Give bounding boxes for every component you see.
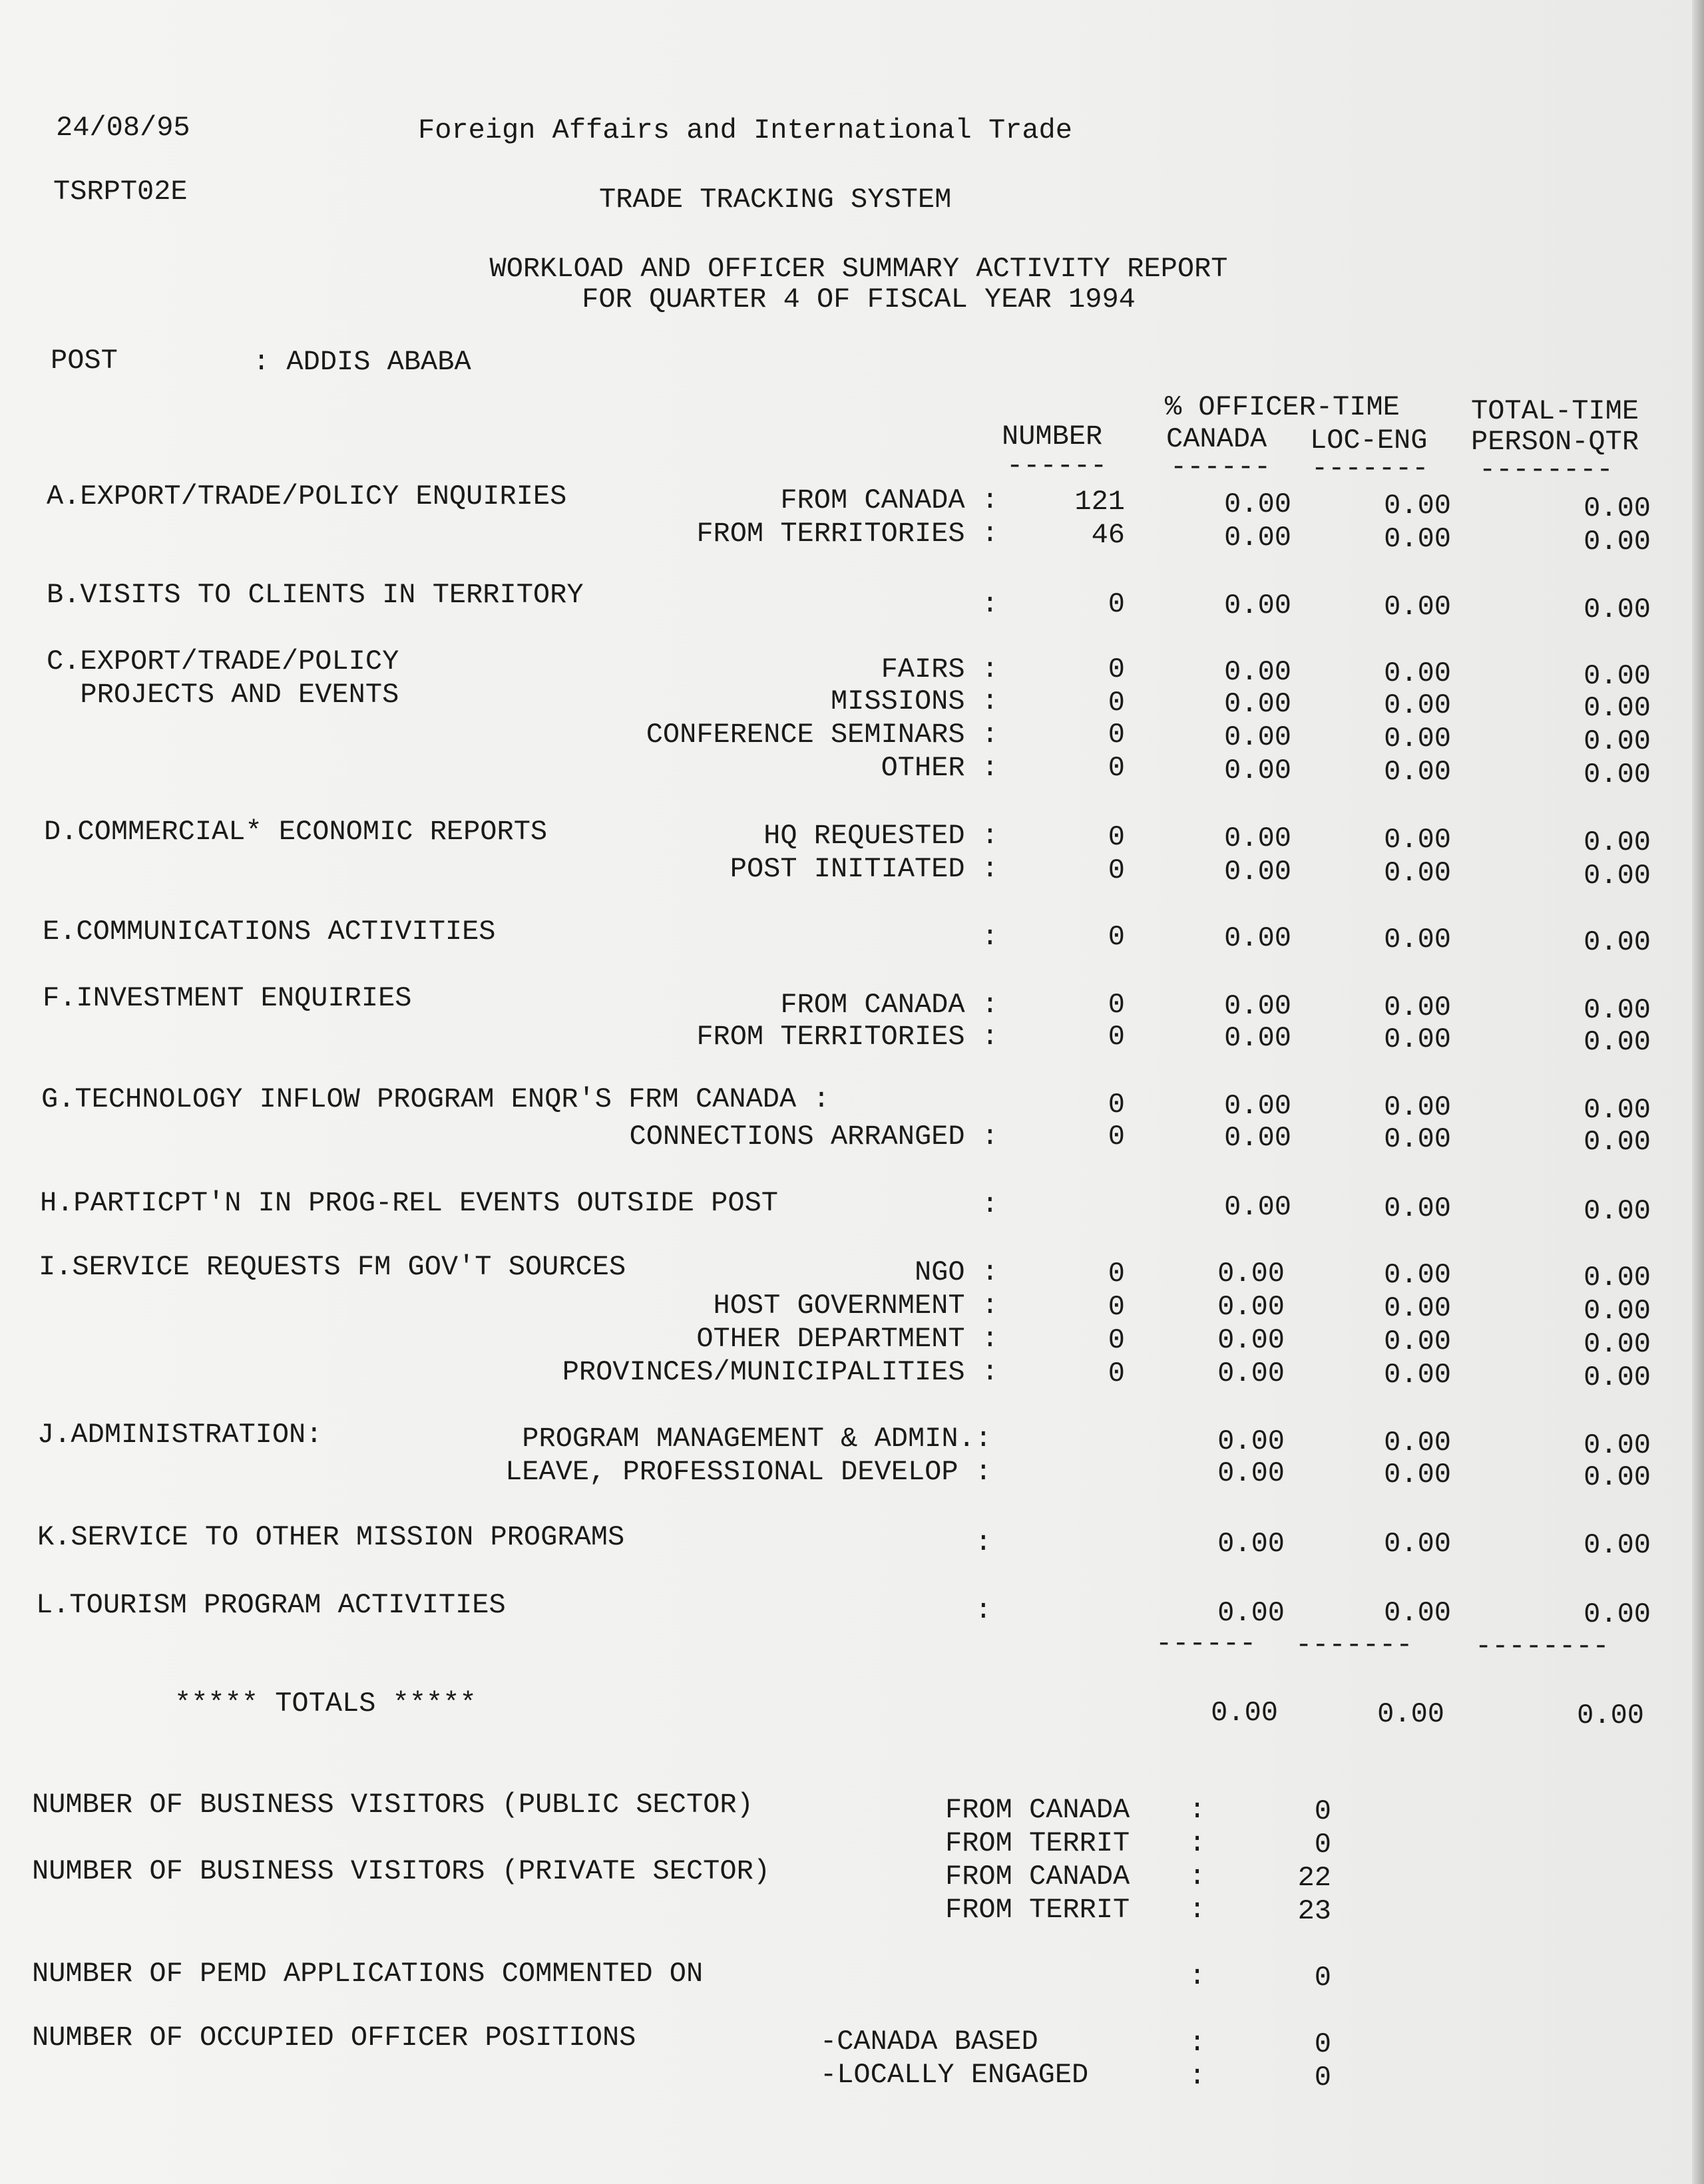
report-id: TSRPT02E [53,176,188,208]
summary-sub: FROM CANADA [945,1794,1130,1826]
row-sub: CONNECTIONS ARRANGED : [629,1121,998,1153]
col-officer-time: % OFFICER-TIME [1165,391,1400,423]
row-person-qtr: 0.00 [1584,1295,1651,1327]
row-loc-eng: 0.00 [1384,1459,1451,1491]
row-canada: 0.00 [1224,755,1291,787]
row-canada: 0.00 [1224,656,1291,688]
row-label: PROJECTS AND EVENTS [47,679,399,711]
row-number: 0 [1108,821,1125,853]
row-canada: 0.00 [1217,1291,1285,1323]
summary-label: NUMBER OF PEMD APPLICATIONS COMMENTED ON [32,1958,704,1990]
row-loc-eng: 0.00 [1384,992,1451,1023]
row-sub: OTHER DEPARTMENT : [696,1323,998,1355]
report-date: 24/08/95 [56,112,190,144]
row-sub: FAIRS : [881,653,998,685]
row-sub: PROGRAM MANAGEMENT & ADMIN.: [522,1423,992,1455]
row-person-qtr: 0.00 [1584,492,1651,524]
dash-number: ------ [1006,450,1108,482]
row-sub: CONFERENCE SEMINARS : [646,719,998,751]
row-sub: FROM TERRITORIES : [696,518,998,550]
post-label: POST [51,345,118,377]
row-sub: LEAVE, PROFESSIONAL DEVELOP : [505,1456,992,1488]
row-number: 0 [1108,653,1125,685]
row-loc-eng: 0.00 [1384,824,1451,856]
summary-colon: : [1189,1861,1206,1893]
row-canada: 0.00 [1224,590,1291,622]
summary-value: 0 [1314,2062,1331,2093]
row-canada: 0.00 [1217,1358,1285,1389]
row-sub: : [981,588,998,620]
summary-label: NUMBER OF BUSINESS VISITORS (PRIVATE SECTOR) [32,1855,770,1887]
row-canada: 0.00 [1217,1425,1285,1457]
row-canada: 0.00 [1224,488,1291,520]
row-sub: OTHER : [881,752,998,784]
totals-label: ***** TOTALS ***** [174,1688,477,1720]
row-canada: 0.00 [1224,856,1291,888]
row-canada: 0.00 [1217,1457,1285,1489]
row-label: L.TOURISM PROGRAM ACTIVITIES [36,1589,506,1621]
summary-value: 0 [1314,1962,1331,1994]
row-sub: NGO : [914,1256,998,1288]
row-canada: 0.00 [1224,990,1291,1022]
totals-dash-loc-eng: ------- [1295,1629,1413,1661]
row-canada: 0.00 [1224,688,1291,720]
row-person-qtr: 0.00 [1584,1529,1651,1561]
row-person-qtr: 0.00 [1584,1126,1651,1158]
summary-colon: : [1189,1960,1206,1992]
row-sub: : [974,1594,992,1626]
col-total-time: TOTAL-TIME [1471,395,1639,427]
row-canada: 0.00 [1224,1191,1291,1223]
col-number: NUMBER [1002,421,1103,453]
row-canada: 0.00 [1224,1022,1291,1054]
row-number: 121 [1074,486,1125,518]
row-canada: 0.00 [1224,522,1291,554]
row-label: A.EXPORT/TRADE/POLICY ENQUIRIES [47,480,567,512]
row-loc-eng: 0.00 [1384,1359,1451,1391]
row-sub: : [981,921,998,953]
row-person-qtr: 0.00 [1584,1362,1651,1393]
totals-dash-canada: ------ [1156,1628,1257,1660]
dash-loc-eng: ------- [1311,453,1429,484]
summary-sub: -CANADA BASED [820,2026,1038,2058]
row-sub: MISSIONS : [830,685,998,717]
row-number: 0 [1108,719,1125,751]
row-person-qtr: 0.00 [1584,692,1651,724]
row-number: 0 [1108,1358,1125,1389]
col-person-qtr: PERSON-QTR [1471,426,1639,458]
row-label: C.EXPORT/TRADE/POLICY [47,645,399,677]
row-label: H.PARTICPT'N IN PROG-REL EVENTS OUTSIDE POST [40,1187,778,1219]
dash-canada: ------ [1170,451,1271,483]
row-loc-eng: 0.00 [1384,591,1451,623]
totals-person-qtr: 0.00 [1577,1700,1644,1731]
row-person-qtr: 0.00 [1584,1429,1651,1461]
summary-colon: : [1189,2060,1206,2092]
row-label: E.COMMUNICATIONS ACTIVITIES [43,916,496,948]
row-number: 0 [1108,1089,1125,1121]
department-name: Foreign Affairs and International Trade [418,114,1072,146]
col-canada: CANADA [1166,423,1267,455]
row-loc-eng: 0.00 [1384,1427,1451,1459]
totals-loc-eng: 0.00 [1377,1698,1444,1730]
row-person-qtr: 0.00 [1584,660,1651,692]
summary-colon: : [1189,2027,1206,2059]
row-loc-eng: 0.00 [1384,1091,1451,1123]
row-number: 0 [1108,1291,1125,1323]
row-canada: 0.00 [1224,1122,1291,1154]
page-edge-shadow [1692,0,1704,2184]
row-number: 0 [1108,1258,1125,1290]
row-number: 0 [1108,1121,1125,1153]
col-loc-eng: LOC-ENG [1310,425,1428,456]
row-number: 0 [1108,588,1125,620]
summary-sub: FROM CANADA [945,1861,1130,1893]
row-sub: HQ REQUESTED : [763,820,998,852]
row-person-qtr: 0.00 [1584,1598,1651,1630]
summary-value: 0 [1314,1829,1331,1861]
row-person-qtr: 0.00 [1584,1262,1651,1294]
row-sub: : [974,1527,992,1558]
row-number: 0 [1108,921,1125,953]
row-loc-eng: 0.00 [1384,1192,1451,1224]
row-person-qtr: 0.00 [1584,926,1651,958]
row-sub: PROVINCES/MUNICIPALITIES : [562,1356,998,1388]
post-value: : ADDIS ABABA [253,346,471,378]
summary-value: 0 [1314,1795,1331,1827]
row-sub: : [981,1188,998,1220]
row-loc-eng: 0.00 [1384,1597,1451,1629]
summary-sub: FROM TERRIT [945,1827,1130,1859]
row-number: 0 [1108,687,1125,719]
row-number: 0 [1108,752,1125,784]
row-person-qtr: 0.00 [1584,725,1651,757]
system-name: TRADE TRACKING SYSTEM [599,184,952,216]
row-sub: FROM TERRITORIES : [696,1021,998,1053]
row-person-qtr: 0.00 [1584,1328,1651,1360]
row-person-qtr: 0.00 [1584,594,1651,626]
row-sub: FROM CANADA : [780,484,998,516]
row-loc-eng: 0.00 [1384,657,1451,689]
row-person-qtr: 0.00 [1584,826,1651,858]
row-loc-eng: 0.00 [1384,1528,1451,1560]
row-canada: 0.00 [1224,1090,1291,1122]
row-label: G.TECHNOLOGY INFLOW PROGRAM ENQR'S FRM CANADA : [41,1083,830,1115]
summary-colon: : [1189,1794,1206,1826]
row-person-qtr: 0.00 [1584,759,1651,791]
row-loc-eng: 0.00 [1384,1326,1451,1358]
summary-value: 0 [1314,2028,1331,2060]
row-number: 46 [1091,519,1125,551]
row-label: K.SERVICE TO OTHER MISSION PROGRAMS [37,1521,625,1553]
row-number: 0 [1108,1324,1125,1356]
row-number: 0 [1108,989,1125,1021]
report-title-line2: FOR QUARTER 4 OF FISCAL YEAR 1994 [582,283,1136,315]
row-person-qtr: 0.00 [1584,1461,1651,1493]
row-person-qtr: 0.00 [1584,526,1651,558]
totals-canada: 0.00 [1211,1697,1278,1729]
row-label: F.INVESTMENT ENQUIRIES [43,982,412,1014]
row-canada: 0.00 [1217,1528,1285,1560]
row-loc-eng: 0.00 [1384,723,1451,755]
totals-dash-person-qtr: -------- [1475,1630,1609,1662]
row-canada: 0.00 [1217,1324,1285,1356]
summary-colon: : [1189,1894,1206,1926]
summary-colon: : [1189,1827,1206,1859]
row-number: 0 [1108,854,1125,886]
row-label: J.ADMINISTRATION: [37,1419,323,1451]
row-loc-eng: 0.00 [1384,924,1451,956]
row-person-qtr: 0.00 [1584,1094,1651,1126]
row-label: D.COMMERCIAL* ECONOMIC REPORTS [44,816,548,848]
dash-person-qtr: -------- [1479,454,1613,486]
row-label: I.SERVICE REQUESTS FM GOV'T SOURCES [39,1251,626,1283]
summary-value: 22 [1297,1862,1331,1894]
row-person-qtr: 0.00 [1584,1195,1651,1227]
row-loc-eng: 0.00 [1384,1292,1451,1324]
report-title-line1: WORKLOAD AND OFFICER SUMMARY ACTIVITY REPORT [489,253,1228,285]
row-loc-eng: 0.00 [1384,857,1451,889]
summary-label: NUMBER OF BUSINESS VISITORS (PUBLIC SECTOR) [32,1789,753,1821]
row-canada: 0.00 [1224,721,1291,753]
row-number: 0 [1108,1021,1125,1053]
summary-label: NUMBER OF OCCUPIED OFFICER POSITIONS [32,2022,636,2054]
row-sub: POST INITIATED : [730,853,998,885]
row-canada: 0.00 [1224,822,1291,854]
row-person-qtr: 0.00 [1584,994,1651,1026]
summary-sub: FROM TERRIT [945,1894,1130,1926]
row-canada: 0.00 [1217,1258,1285,1290]
row-canada: 0.00 [1224,922,1291,954]
summary-sub: -LOCALLY ENGAGED [820,2059,1089,2091]
row-canada: 0.00 [1217,1597,1285,1629]
row-loc-eng: 0.00 [1384,689,1451,721]
summary-value: 23 [1297,1895,1331,1927]
row-loc-eng: 0.00 [1384,490,1451,522]
row-loc-eng: 0.00 [1384,1259,1451,1291]
row-loc-eng: 0.00 [1384,1023,1451,1055]
row-sub: HOST GOVERNMENT : [713,1290,998,1322]
row-person-qtr: 0.00 [1584,860,1651,892]
row-sub: FROM CANADA : [780,989,998,1021]
row-loc-eng: 0.00 [1384,1123,1451,1155]
row-loc-eng: 0.00 [1384,523,1451,555]
row-label: B.VISITS TO CLIENTS IN TERRITORY [47,579,584,611]
row-loc-eng: 0.00 [1384,756,1451,788]
row-person-qtr: 0.00 [1584,1026,1651,1058]
